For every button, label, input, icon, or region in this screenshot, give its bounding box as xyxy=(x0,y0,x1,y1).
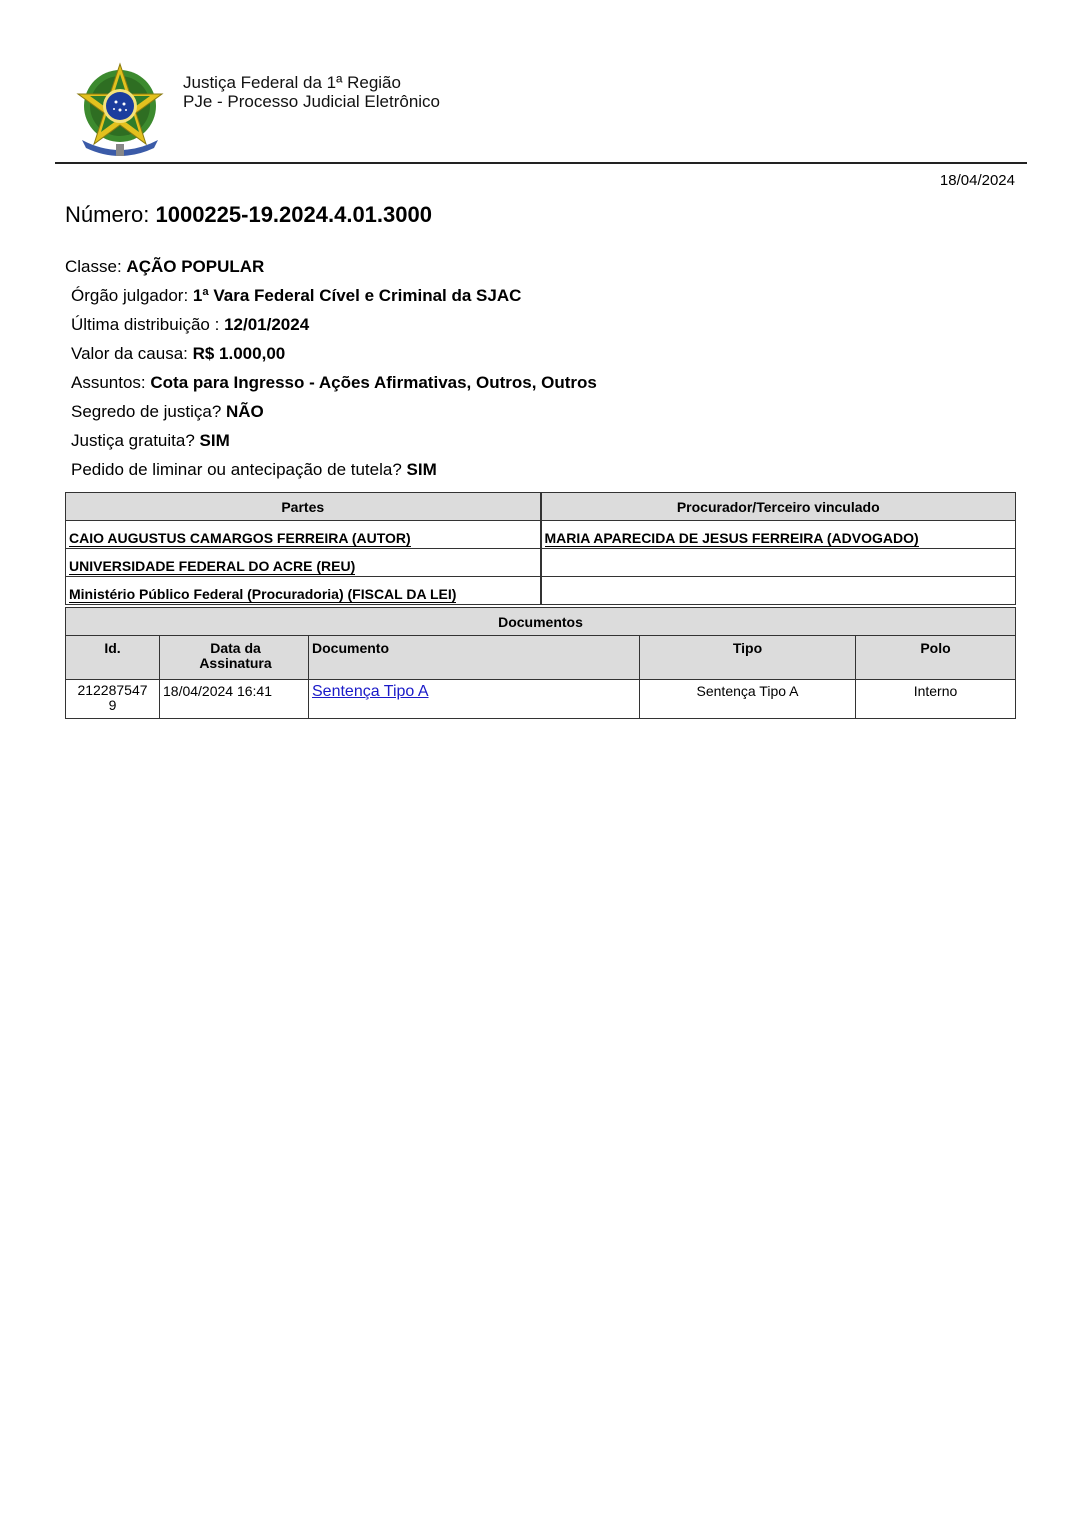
parte-name: UNIVERSIDADE FEDERAL DO ACRE (REU) xyxy=(69,558,356,574)
info-label: Órgão julgador: xyxy=(71,286,193,305)
info-value: SIM xyxy=(199,431,230,450)
doc-id-part: 212287547 xyxy=(77,682,148,698)
info-value: AÇÃO POPULAR xyxy=(126,257,265,276)
info-orgao-julgador xyxy=(65,285,597,314)
process-number-value: 1000225-19.2024.4.01.3000 xyxy=(155,202,432,227)
brazil-coat-of-arms-icon xyxy=(74,60,166,160)
header-text xyxy=(183,73,440,111)
doc-tipo-cell: Sentença Tipo A xyxy=(640,680,856,719)
procurador-cell xyxy=(541,521,1016,549)
document-header xyxy=(0,0,1080,166)
documentos-title-row xyxy=(66,608,1016,636)
process-number xyxy=(65,202,432,228)
info-valor-causa xyxy=(65,343,597,372)
col-header-text: Data da xyxy=(210,640,261,656)
table-row xyxy=(66,577,1016,605)
process-number-label: Número: xyxy=(65,202,156,227)
info-justica-gratuita xyxy=(65,430,597,459)
info-value: 1ª Vara Federal Cível e Criminal da SJAC xyxy=(192,286,522,305)
col-header-id: Id. xyxy=(66,636,160,680)
info-label: Pedido de liminar ou antecipação de tutela? xyxy=(71,460,407,479)
header-divider xyxy=(55,162,1027,164)
info-value: 12/01/2024 xyxy=(224,315,310,334)
document-link[interactable]: Sentença Tipo A xyxy=(312,683,429,700)
doc-name-cell xyxy=(309,680,640,719)
info-label: Última distribuição : xyxy=(71,315,225,334)
info-label: Valor da causa: xyxy=(71,344,193,363)
col-header-data-assinatura xyxy=(160,636,309,680)
info-assuntos xyxy=(65,372,597,401)
documentos-title: Documentos xyxy=(66,608,1016,636)
documentos-table xyxy=(65,607,1016,719)
print-date: 18/04/2024 xyxy=(939,172,1015,189)
header-system-name: PJe - Processo Judicial Eletrônico xyxy=(183,92,441,111)
doc-id-part: 9 xyxy=(108,697,117,713)
info-classe xyxy=(65,256,597,285)
info-value: SIM xyxy=(406,460,437,479)
process-info xyxy=(65,256,597,488)
procurador-cell xyxy=(541,549,1016,577)
parte-name: Ministério Público Federal (Procuradoria) (FISCAL DA LEI) xyxy=(69,586,457,602)
info-value: Cota para Ingresso - Ações Afirmativas, Outros, Outros xyxy=(150,373,597,392)
info-segredo-justica xyxy=(65,401,597,430)
table-row xyxy=(66,680,1016,719)
table-row xyxy=(66,549,1016,577)
procurador-header: Procurador/Terceiro vinculado xyxy=(541,493,1016,521)
partes-table xyxy=(65,492,1016,605)
documentos-header-row xyxy=(66,636,1016,680)
doc-date-cell: 18/04/2024 16:41 xyxy=(160,680,309,719)
partes-header-row xyxy=(66,493,1016,521)
info-pedido-liminar xyxy=(65,459,597,488)
partes-header: Partes xyxy=(66,493,541,521)
procurador-cell xyxy=(541,577,1016,605)
col-header-documento: Documento xyxy=(309,636,640,680)
table-row xyxy=(66,521,1016,549)
info-value: NÃO xyxy=(226,402,264,421)
col-header-tipo: Tipo xyxy=(640,636,856,680)
col-header-text: Assinatura xyxy=(199,655,272,671)
doc-id-cell xyxy=(66,680,160,719)
info-ultima-distribuicao xyxy=(65,314,597,343)
parte-cell xyxy=(66,577,541,605)
header-court-name: Justiça Federal da 1ª Região xyxy=(183,73,401,92)
info-label: Segredo de justiça? xyxy=(71,402,226,421)
procurador-name: MARIA APARECIDA DE JESUS FERREIRA (ADVOGADO) xyxy=(544,530,919,546)
parte-cell xyxy=(66,549,541,577)
info-label: Assuntos: xyxy=(71,373,151,392)
doc-polo-cell: Interno xyxy=(856,680,1016,719)
info-label: Justiça gratuita? xyxy=(71,431,200,450)
col-header-polo: Polo xyxy=(856,636,1016,680)
parte-name: CAIO AUGUSTUS CAMARGOS FERREIRA (AUTOR) xyxy=(69,530,411,546)
info-label: Classe: xyxy=(65,257,127,276)
parte-cell xyxy=(66,521,541,549)
info-value: R$ 1.000,00 xyxy=(192,344,286,363)
